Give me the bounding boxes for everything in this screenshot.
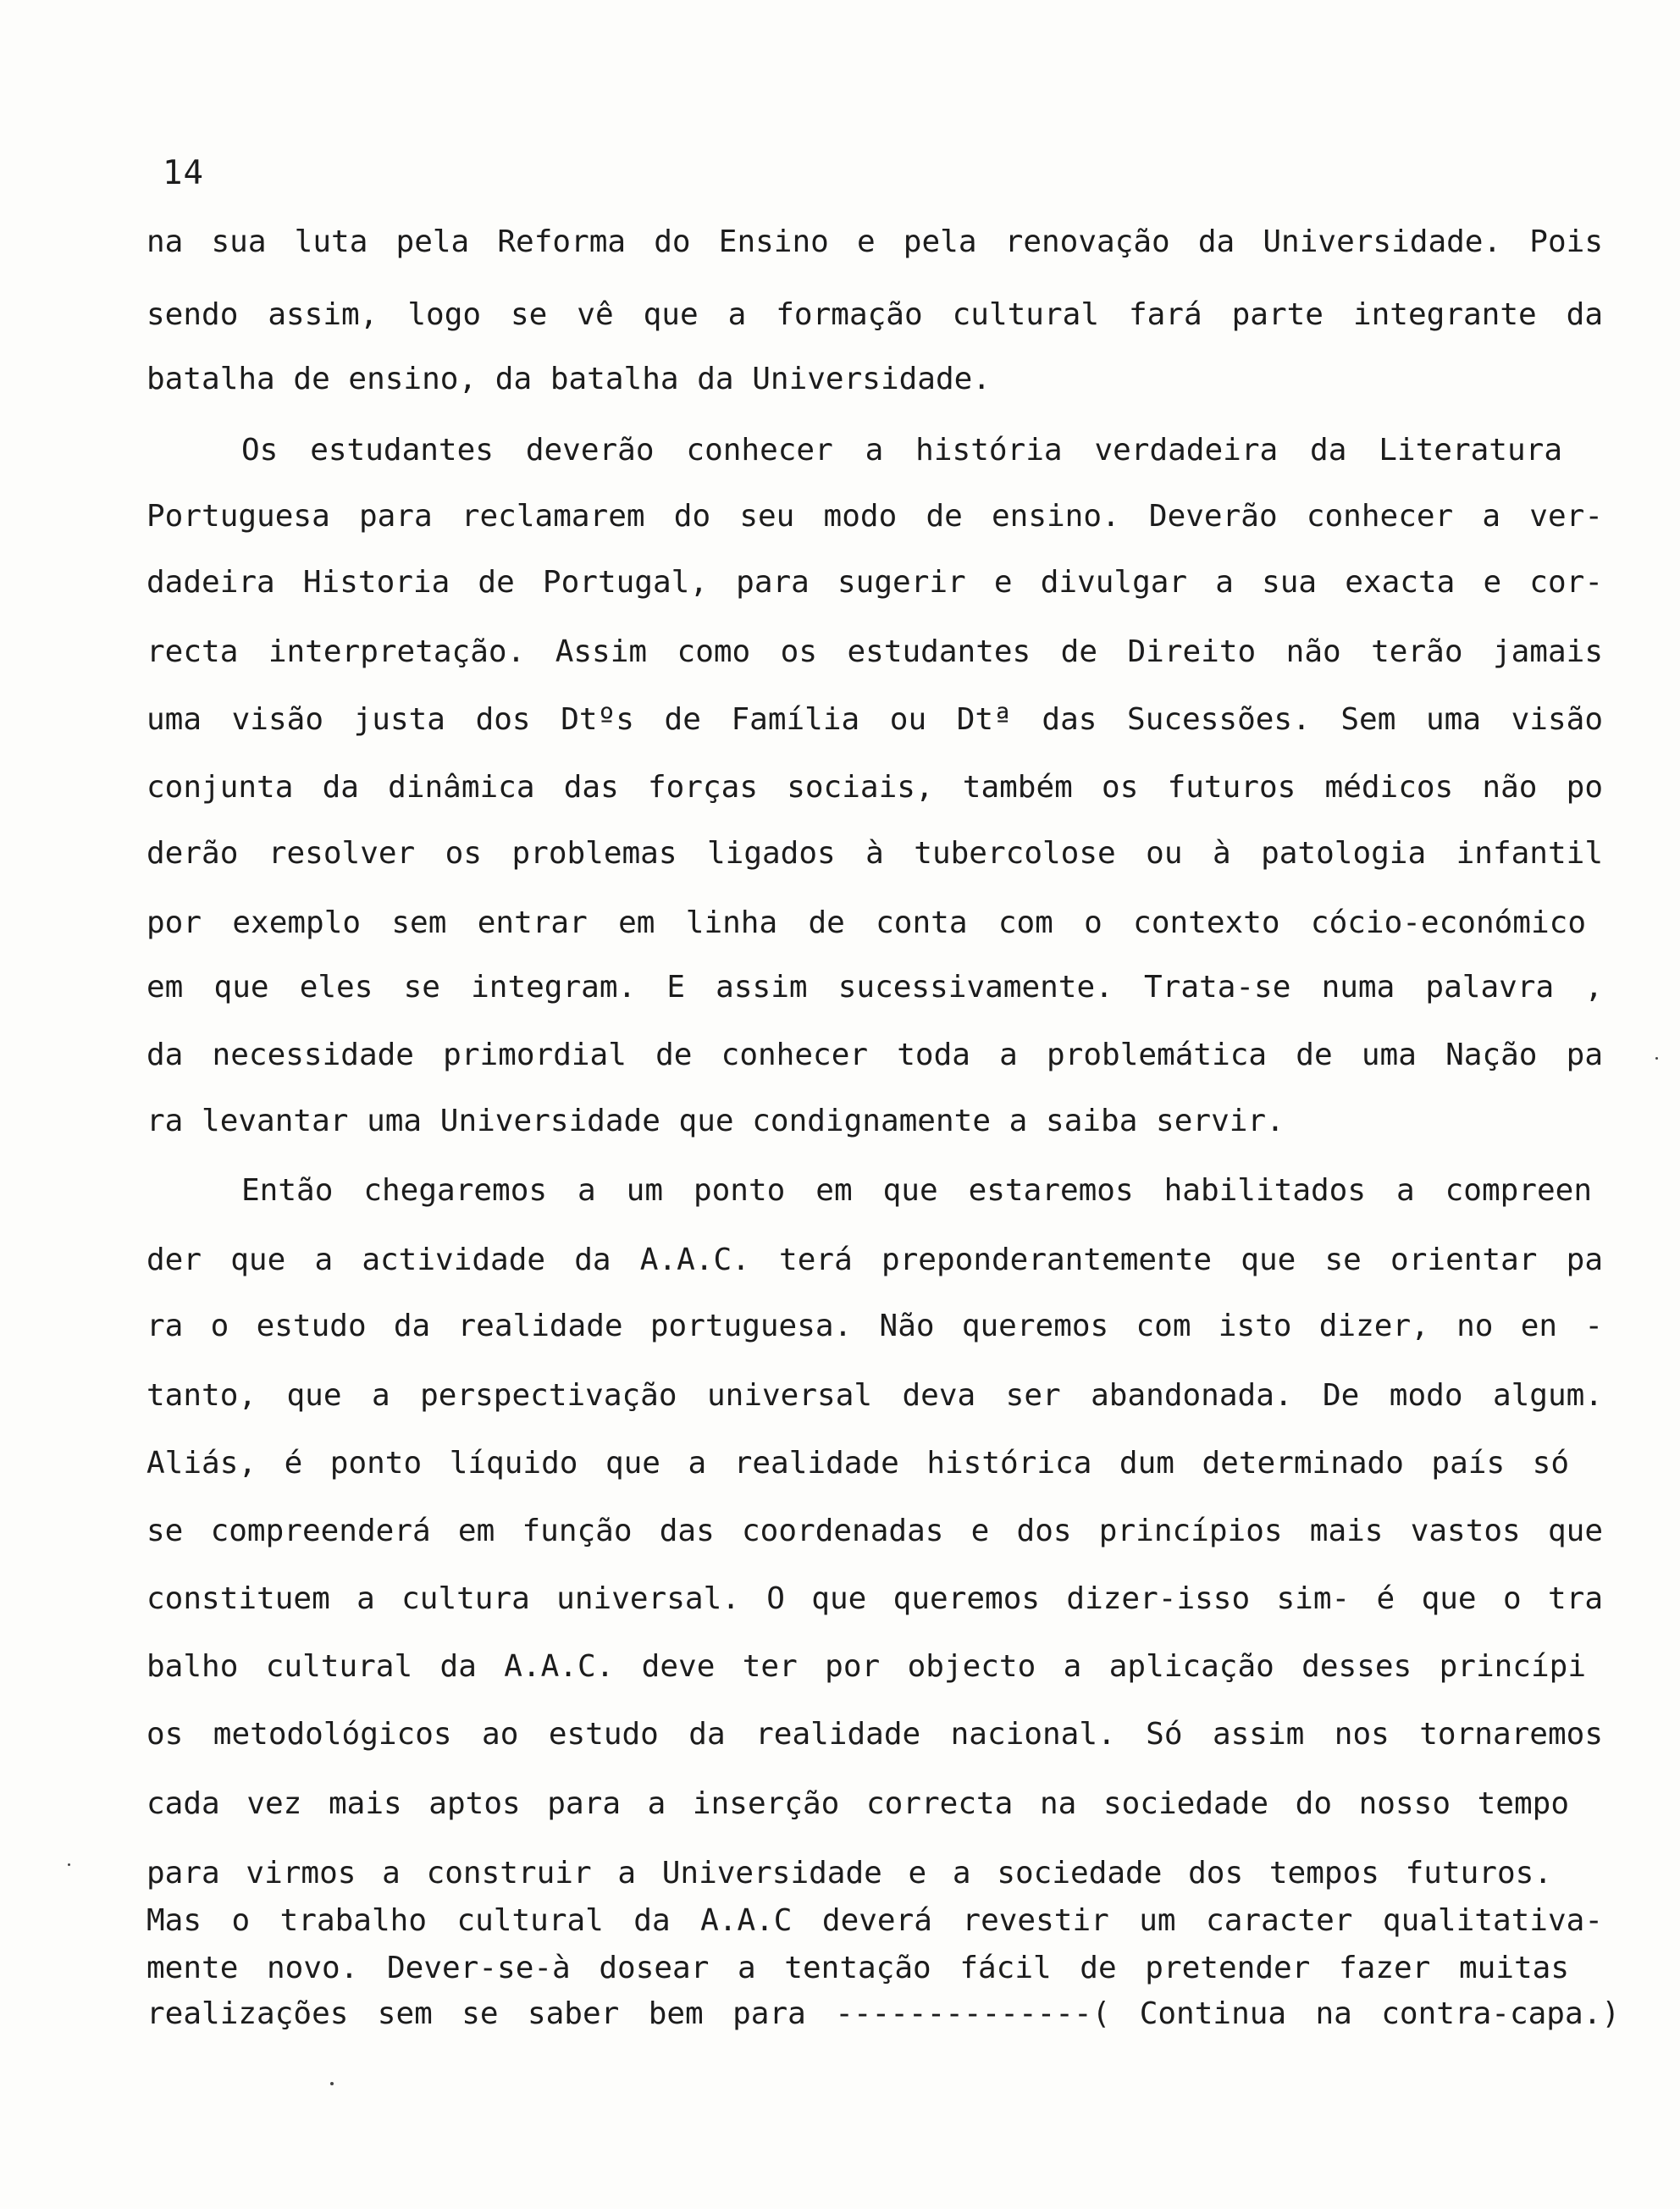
page-number: 14 [163,154,204,192]
text-line: por exemplo sem entrar em linha de conta com o contexto cócio-económico [146,905,1586,940]
text-line: recta interpretação. Assim como os estudantes de Direito não terão jamais [146,634,1603,669]
text-line: uma visão justa dos Dtºs de Família ou Dtª das Sucessões. Sem uma visão [146,702,1603,737]
text-line: Então chegaremos a um ponto em que estaremos habilitados a compreen [241,1173,1592,1208]
text-line: para virmos a construir a Universidade e a sociedade dos tempos futuros. [146,1856,1552,1891]
text-line: realizações sem se saber bem para --------------( Continua na contra-capa.) [146,1996,1620,2031]
text-line: batalha de ensino, da batalha da Universidade. [146,362,991,396]
text-line: Os estudantes deverão conhecer a história verdadeira da Literatura [241,433,1562,468]
text-line: ra o estudo da realidade portuguesa. Não queremos com isto dizer, no en - [146,1309,1603,1343]
text-line: sendo assim, logo se vê que a formação cultural fará parte integrante da [146,297,1603,332]
text-line: Aliás, é ponto líquido que a realidade histórica dum determinado país só [146,1446,1569,1481]
text-line: se compreenderá em função das coordenadas e dos princípios mais vastos que [146,1514,1603,1548]
text-line: cada vez mais aptos para a inserção correcta na sociedade do nosso tempo [146,1786,1569,1821]
text-line: mente novo. Dever-se-à dosear a tentação fácil de pretender fazer muitas [146,1951,1569,1985]
scan-speck [68,1863,70,1866]
text-line: balho cultural da A.A.C. deve ter por objecto a aplicação desses princípi [146,1649,1586,1684]
text-line: derão resolver os problemas ligados à tubercolose ou à patologia infantil [146,836,1603,871]
text-line: dadeira Historia de Portugal, para sugerir e divulgar a sua exacta e cor- [146,565,1603,600]
text-line: der que a actividade da A.A.C. terá preponderantemente que se orientar pa [146,1243,1603,1277]
text-line: Mas o trabalho cultural da A.A.C deverá revestir um caracter qualitativa- [146,1903,1603,1938]
text-line: em que eles se integram. E assim sucessivamente. Trata-se numa palavra , [146,970,1603,1005]
scan-speck [1655,1057,1658,1060]
text-line: ra levantar uma Universidade que condignamente a saiba servir. [146,1104,1285,1138]
text-line: conjunta da dinâmica das forças sociais, também os futuros médicos não po [146,770,1603,805]
text-line: na sua luta pela Reforma do Ensino e pela renovação da Universidade. Pois [146,224,1603,259]
text-line: os metodológicos ao estudo da realidade nacional. Só assim nos tornaremos [146,1717,1603,1752]
text-line: constituem a cultura universal. O que queremos dizer-isso sim- é que o tra [146,1581,1603,1616]
text-line: da necessidade primordial de conhecer toda a problemática de uma Nação pa [146,1038,1603,1072]
text-line: tanto, que a perspectivação universal deva ser abandonada. De modo algum. [146,1378,1603,1413]
text-line: Portuguesa para reclamarem do seu modo de ensino. Deverão conhecer a ver- [146,499,1603,534]
scan-speck [330,2082,334,2085]
